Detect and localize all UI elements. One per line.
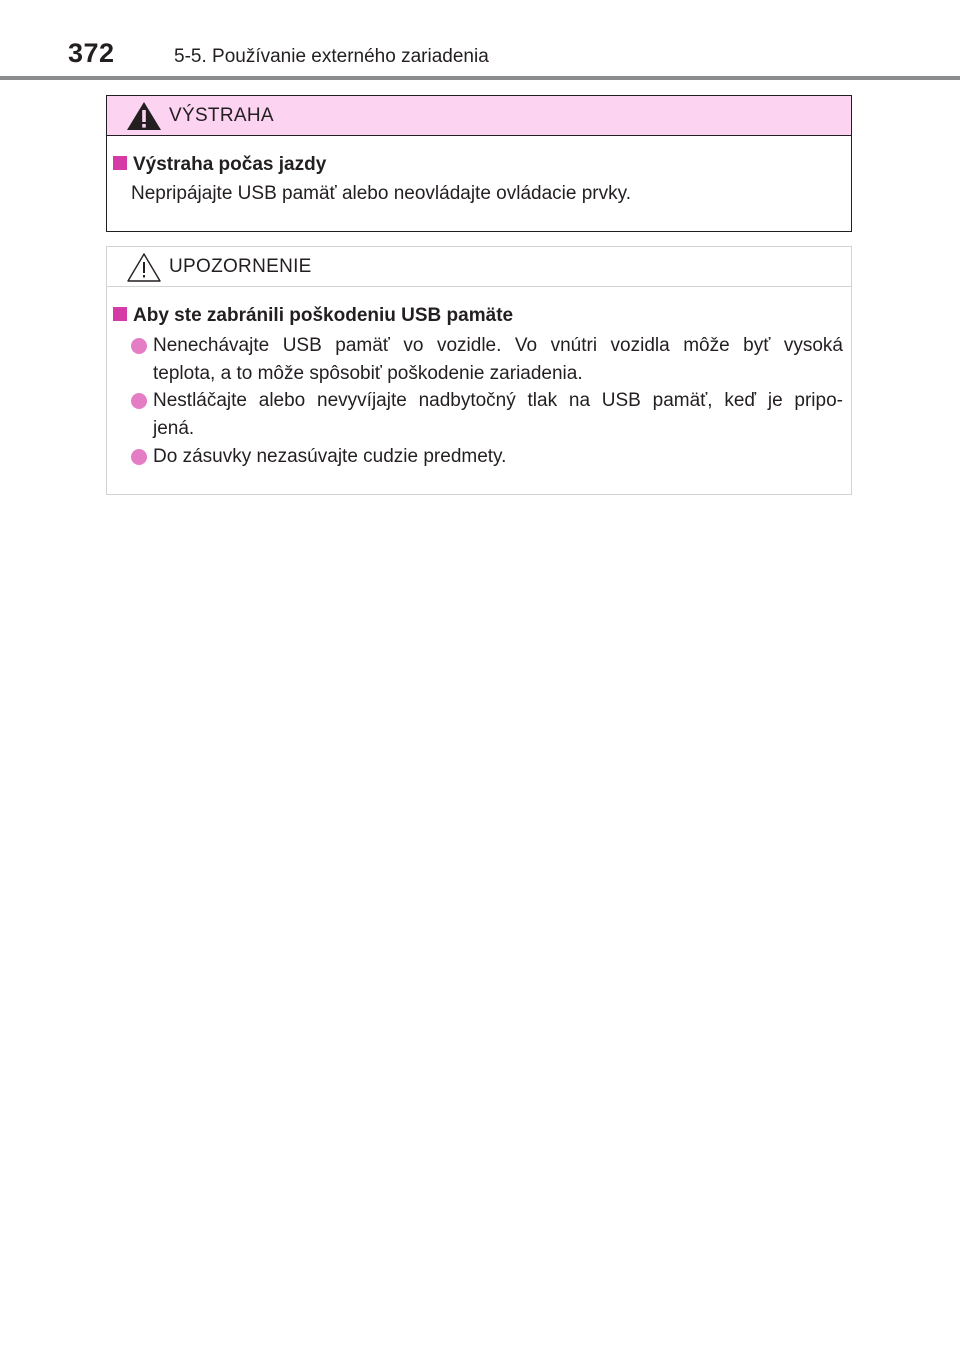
warning-item-heading-text: Výstraha počas jazdy <box>133 154 327 175</box>
list-item <box>131 332 843 388</box>
list-item <box>131 443 843 471</box>
list-item-line: Do zásuvky nezasúvajte cudzie predmety. <box>153 446 507 467</box>
warning-box-title: VÝSTRAHA <box>169 105 274 126</box>
round-bullet-icon <box>131 393 147 409</box>
list-item-text <box>153 387 843 443</box>
header-rule <box>0 76 960 80</box>
caution-box <box>106 246 852 495</box>
list-item-line: Nenechávajte USB pamäť vo vozidle. Vo vnútri vozidla môže byť vysoká <box>153 335 843 356</box>
warning-box-header <box>107 96 851 136</box>
caution-box-title: UPOZORNENIE <box>169 256 312 277</box>
page-header <box>0 0 960 80</box>
caution-box-header <box>107 247 851 287</box>
warning-triangle-filled-icon <box>125 100 163 132</box>
warning-triangle-outline-icon <box>125 251 163 283</box>
caution-item-heading <box>113 305 513 327</box>
square-bullet-icon <box>113 307 127 321</box>
list-item-text <box>153 332 843 388</box>
round-bullet-icon <box>131 338 147 354</box>
list-item-line: jená. <box>153 418 195 439</box>
section-title: 5-5. Používanie externého zariadenia <box>174 46 489 67</box>
warning-box <box>106 95 852 232</box>
caution-item-heading-text: Aby ste zabránili poškodeniu USB pamäte <box>133 305 514 326</box>
warning-item-heading <box>113 154 326 176</box>
square-bullet-icon <box>113 156 127 170</box>
list-item-line: Nestláčajte alebo nevyvíjajte nadbytočný tlak na USB pamäť, keď je pripo- <box>153 390 843 411</box>
list-item <box>131 387 843 443</box>
round-bullet-icon <box>131 449 147 465</box>
warning-item-text: Nepripájajte USB pamäť alebo neovládajte ovládacie prvky. <box>131 183 632 204</box>
page-number: 372 <box>68 38 115 68</box>
list-item-line: teplota, a to môže spôsobiť poškodenie zariadenia. <box>153 363 583 384</box>
list-item-text <box>153 443 843 471</box>
